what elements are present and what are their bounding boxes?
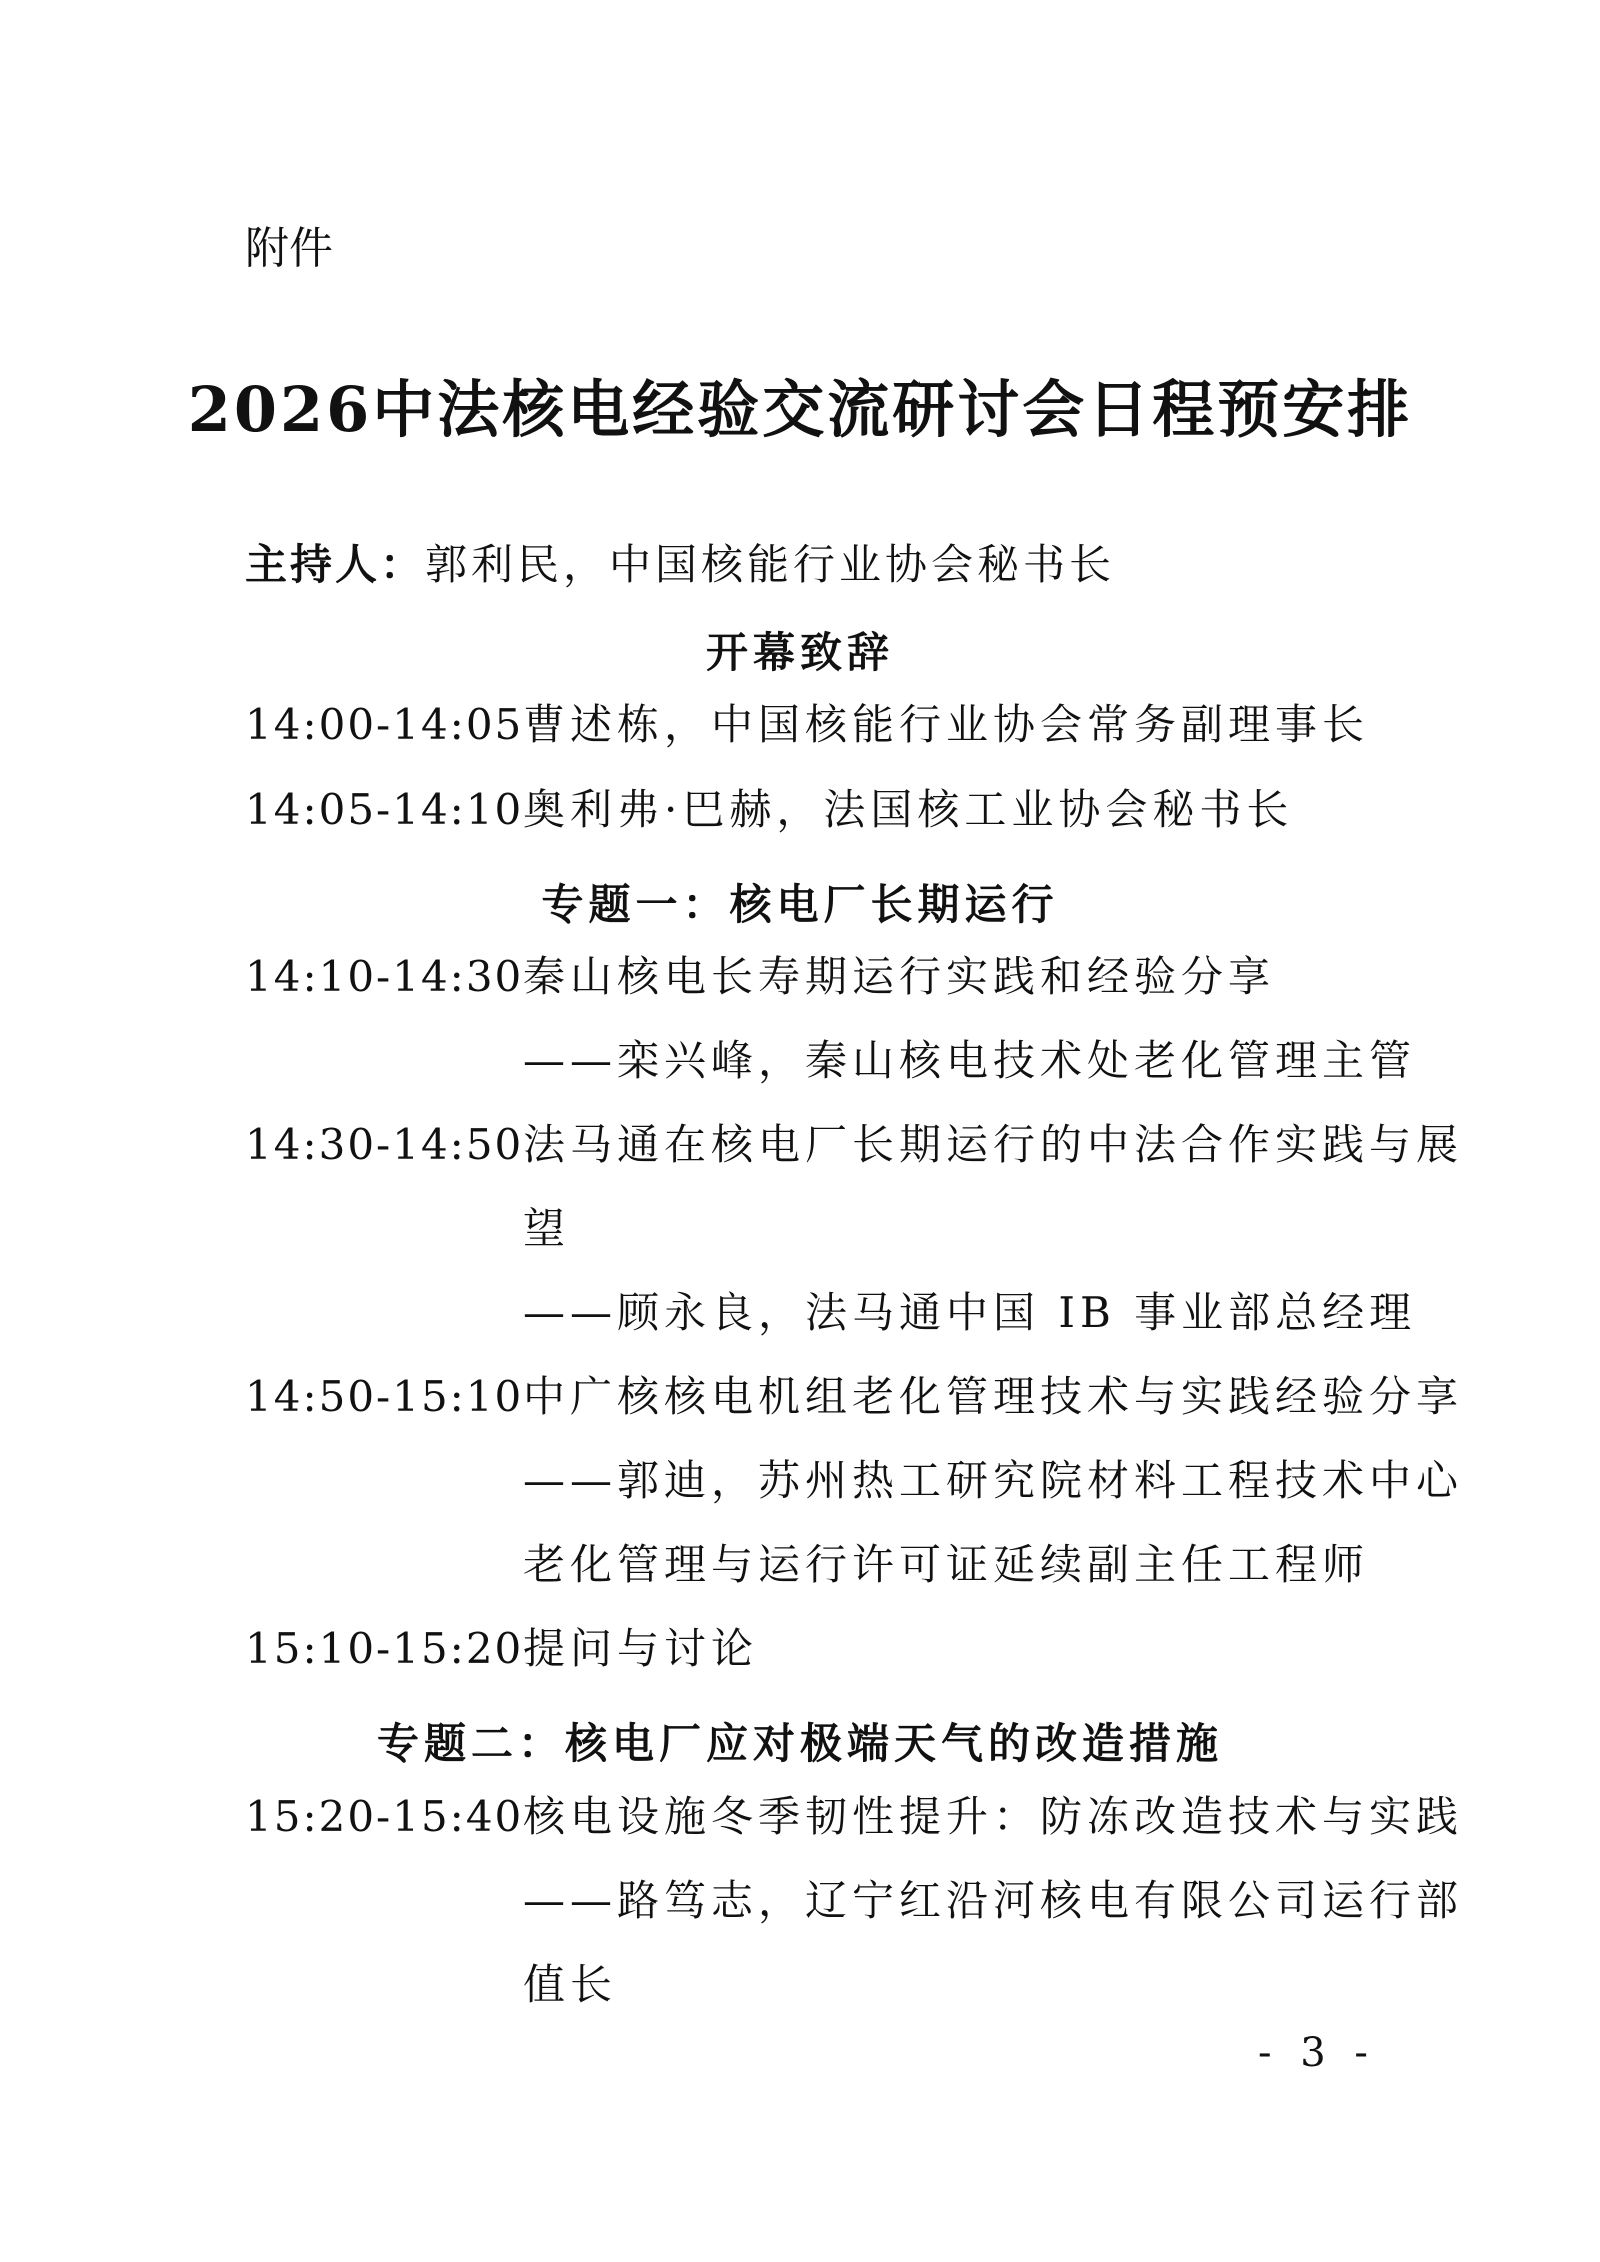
page-number: - 3 - xyxy=(1258,2030,1376,2076)
speaker-line-cont: 值长 xyxy=(523,1960,618,2009)
schedule-text: 法马通在核电厂长期运行的中法合作实践与展 xyxy=(523,1120,1464,1169)
schedule-text: 提问与讨论 xyxy=(523,1624,759,1673)
speaker-line: ——郭迪，苏州热工研究院材料工程技术中心 xyxy=(523,1456,1464,1505)
speaker-line: ——路笃志，辽宁红沿河核电有限公司运行部 xyxy=(523,1876,1464,1925)
schedule-text: 核电设施冬季韧性提升：防冻改造技术与实践 xyxy=(523,1792,1464,1841)
schedule-time: 15:10-15:20 xyxy=(245,1624,524,1673)
host-label: 主持人： xyxy=(245,540,426,589)
host-value: 郭利民，中国核能行业协会秘书长 xyxy=(425,540,1116,589)
schedule-text: 奥利弗·巴赫，法国核工业协会秘书长 xyxy=(523,785,1294,834)
schedule-text: 曹述栋，中国核能行业协会常务副理事长 xyxy=(523,700,1370,749)
schedule-text: 中广核核电机组老化管理技术与实践经验分享 xyxy=(523,1372,1464,1421)
speaker-line-cont: 老化管理与运行许可证延续副主任工程师 xyxy=(523,1540,1370,1589)
schedule-time: 14:30-14:50 xyxy=(245,1120,524,1169)
schedule-time: 14:00-14:05 xyxy=(245,700,524,749)
speaker-line: ——栾兴峰，秦山核电技术处老化管理主管 xyxy=(523,1036,1417,1085)
document-title: 2026中法核电经验交流研讨会日程预安排 xyxy=(187,373,1413,446)
schedule-time: 14:10-14:30 xyxy=(245,952,524,1001)
section-topic-2: 专题二：核电厂应对极端天气的改造措施 xyxy=(376,1719,1223,1768)
schedule-time: 15:20-15:40 xyxy=(245,1792,524,1841)
host-line xyxy=(245,532,1115,592)
speaker-line: ——顾永良，法马通中国 IB 事业部总经理 xyxy=(523,1288,1417,1337)
schedule-time: 14:05-14:10 xyxy=(245,785,524,834)
schedule-time: 14:50-15:10 xyxy=(245,1372,524,1421)
schedule-text-cont: 望 xyxy=(523,1204,571,1253)
schedule-text: 秦山核电长寿期运行实践和经验分享 xyxy=(523,952,1276,1001)
section-opening: 开幕致辞 xyxy=(705,628,894,677)
section-topic-1: 专题一：核电厂长期运行 xyxy=(541,880,1059,929)
attachment-label: 附件 xyxy=(245,223,333,274)
